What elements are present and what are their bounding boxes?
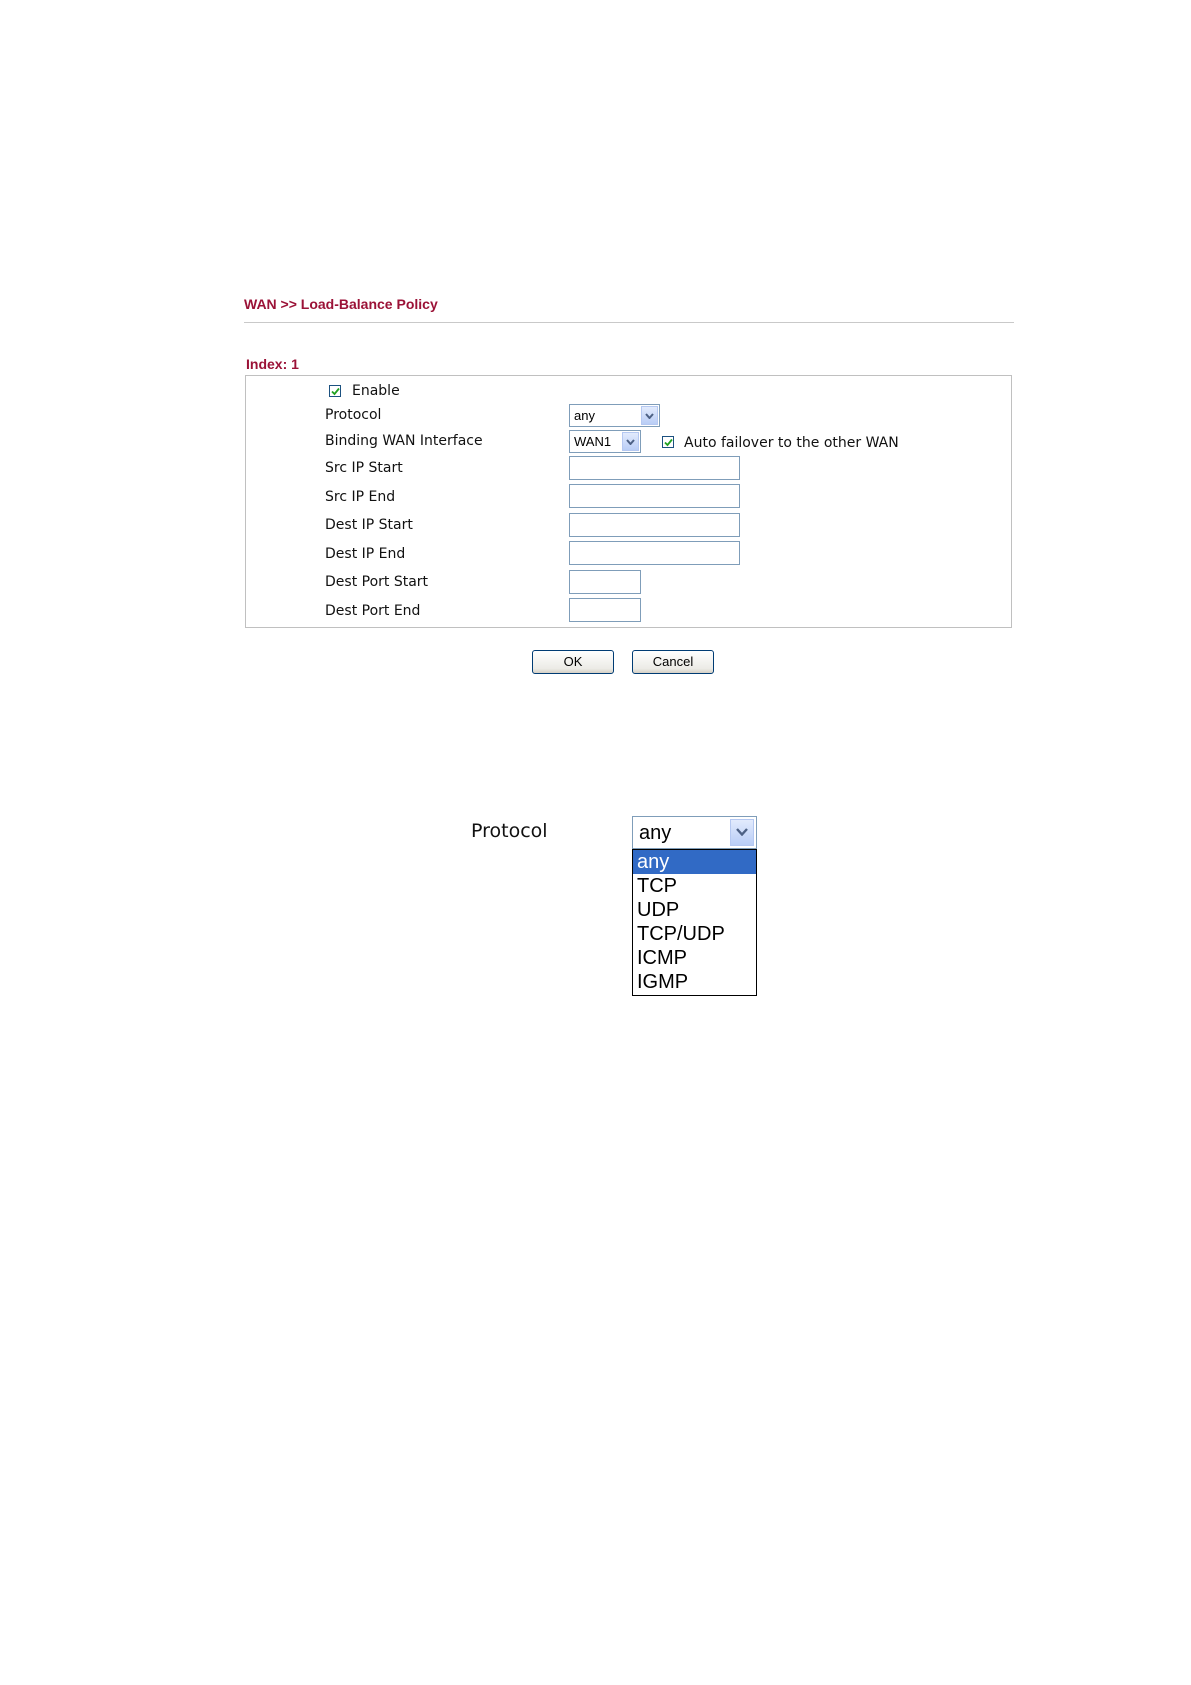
check-icon	[331, 387, 340, 396]
zoom-protocol-options	[632, 849, 757, 996]
dest-port-start-label: Dest Port Start	[325, 574, 429, 590]
enable-label: Enable	[352, 383, 400, 399]
breadcrumb: WAN >> Load-Balance Policy	[244, 296, 438, 312]
policy-form-panel	[245, 375, 1012, 628]
dest-ip-start-label: Dest IP Start	[325, 517, 413, 533]
protocol-option[interactable]: TCP/UDP	[637, 923, 725, 945]
auto-failover-checkbox[interactable]	[662, 436, 674, 448]
protocol-option[interactable]: IGMP	[637, 971, 689, 993]
dest-port-end-input[interactable]	[569, 598, 641, 622]
auto-failover-label: Auto failover to the other WAN	[684, 435, 899, 451]
protocol-label: Protocol	[325, 407, 382, 423]
chevron-down-icon[interactable]	[730, 819, 754, 846]
dest-port-end-label: Dest Port End	[325, 603, 421, 619]
dest-ip-end-label: Dest IP End	[325, 546, 406, 562]
zoom-protocol-select-value: any	[639, 822, 672, 844]
ok-button[interactable]: OK	[532, 650, 614, 674]
dest-port-start-input[interactable]	[569, 570, 641, 594]
protocol-option[interactable]: any	[633, 850, 756, 874]
cancel-button[interactable]: Cancel	[632, 650, 714, 674]
binding-wan-select-value: WAN1	[574, 434, 612, 449]
protocol-option[interactable]: UDP	[637, 899, 680, 921]
dest-ip-end-input[interactable]	[569, 541, 740, 565]
protocol-select[interactable]	[569, 404, 660, 427]
zoom-protocol-select[interactable]	[632, 816, 757, 849]
dest-ip-start-input[interactable]	[569, 513, 740, 537]
protocol-select-value: any	[574, 408, 595, 423]
src-ip-end-input[interactable]	[569, 484, 740, 508]
src-ip-start-input[interactable]	[569, 456, 740, 480]
check-icon	[664, 438, 673, 447]
protocol-option[interactable]: ICMP	[637, 947, 687, 969]
binding-wan-select[interactable]	[569, 430, 641, 453]
protocol-option[interactable]: TCP	[637, 875, 677, 897]
chevron-down-icon[interactable]	[641, 406, 658, 425]
chevron-down-icon[interactable]	[622, 432, 639, 451]
src-ip-end-label: Src IP End	[325, 489, 396, 505]
enable-checkbox[interactable]	[329, 385, 341, 397]
index-label: Index: 1	[246, 356, 299, 372]
src-ip-start-label: Src IP Start	[325, 460, 403, 476]
title-divider	[244, 322, 1014, 323]
binding-wan-label: Binding WAN Interface	[325, 433, 483, 449]
zoom-protocol-label: Protocol	[471, 820, 548, 842]
